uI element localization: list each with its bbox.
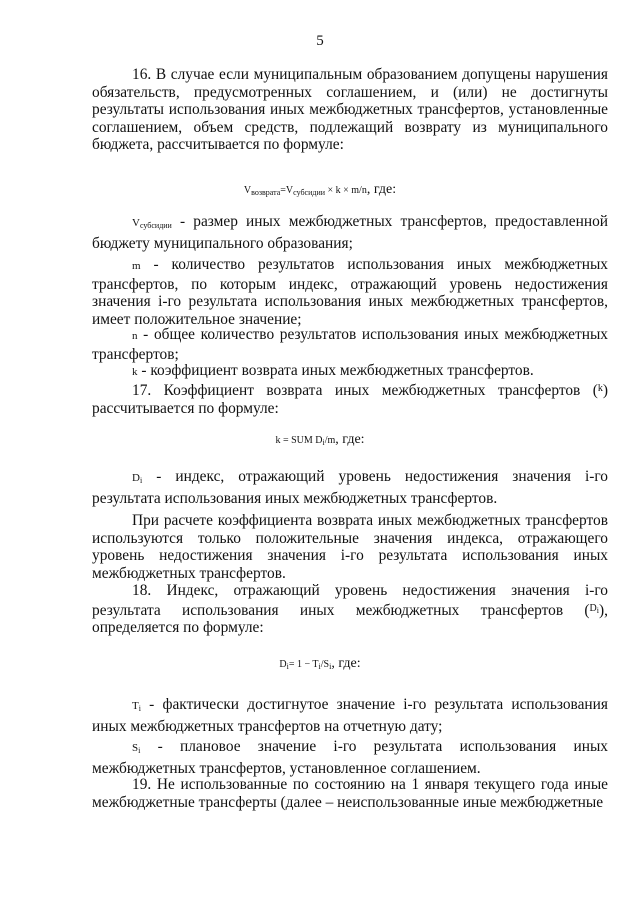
paragraph-calculation: При расчете коэффициента возврата иных межбюджетных трансфертов используются только положительные значения индекса, отражающего уровень недостижения значения i-го результата использования иных межбюджетных трансфертов. bbox=[92, 512, 608, 582]
paragraph-19: 19. Не использованные по состоянию на 1 января текущего года иные межбюджетные трансферты (далее – неиспользованные иные межбюджетные bbox=[92, 776, 608, 811]
definition-t: $T_i$ - фактически достигнутое значение i-го результата использования иных межбюджетных трансфертов на отчетную дату; bbox=[92, 696, 608, 735]
definition-k: k - коэффициент возврата иных межбюджетных трансфертов. bbox=[132, 362, 534, 379]
definition-n: n - общее количество результатов использования иных межбюджетных трансфертов; bbox=[92, 326, 608, 363]
page-number: 5 bbox=[316, 33, 324, 49]
formula-1: $V_{возврата}=V_{субсидии} \times k \times m/n$, где: bbox=[243, 182, 397, 197]
paragraph-16: 16. В случае если муниципальным образованием допущены нарушения обязательств, предусмотренных соглашением, и (или) не достигнуты результаты использования иных межбюджетных трансфертов, установленные соглашением, объем средств, подлежащий возврату из муниципального бюджета, рассчитывается по формуле: bbox=[92, 66, 608, 154]
formula-2: k = SUM $D_i/m$, где: bbox=[275, 432, 365, 447]
formula-3: $D_i= 1 - T_i/S_i$, где: bbox=[279, 656, 361, 671]
paragraph-18: 18. Индекс, отражающий уровень недостижения значения i-го результата использования иных межбюджетных трансфертов ($^{D_i}$), определяется по формуле: bbox=[92, 582, 608, 637]
definition-d: $D_i$ - индекс, отражающий уровень недостижения значения i-го результата использования иных межбюджетных трансфертов. bbox=[92, 468, 608, 507]
definition-v: $V_{субсидии}$ - размер иных межбюджетных трансфертов, предоставленной бюджету муниципального образования; bbox=[92, 213, 608, 252]
paragraph-17: 17. Коэффициент возврата иных межбюджетных трансфертов ($^k$) рассчитывается по формуле: bbox=[92, 382, 608, 417]
definition-m: m - количество результатов использования иных межбюджетных трансфертов, по которым индекс, отражающий уровень недостижения значения i-го результата использования иных межбюджетных трансфертов, имеет положительное значение; bbox=[92, 256, 608, 328]
definition-s: $S_i$ - плановое значение i-го результата использования иных межбюджетных трансфертов, установленное соглашением. bbox=[92, 738, 608, 777]
